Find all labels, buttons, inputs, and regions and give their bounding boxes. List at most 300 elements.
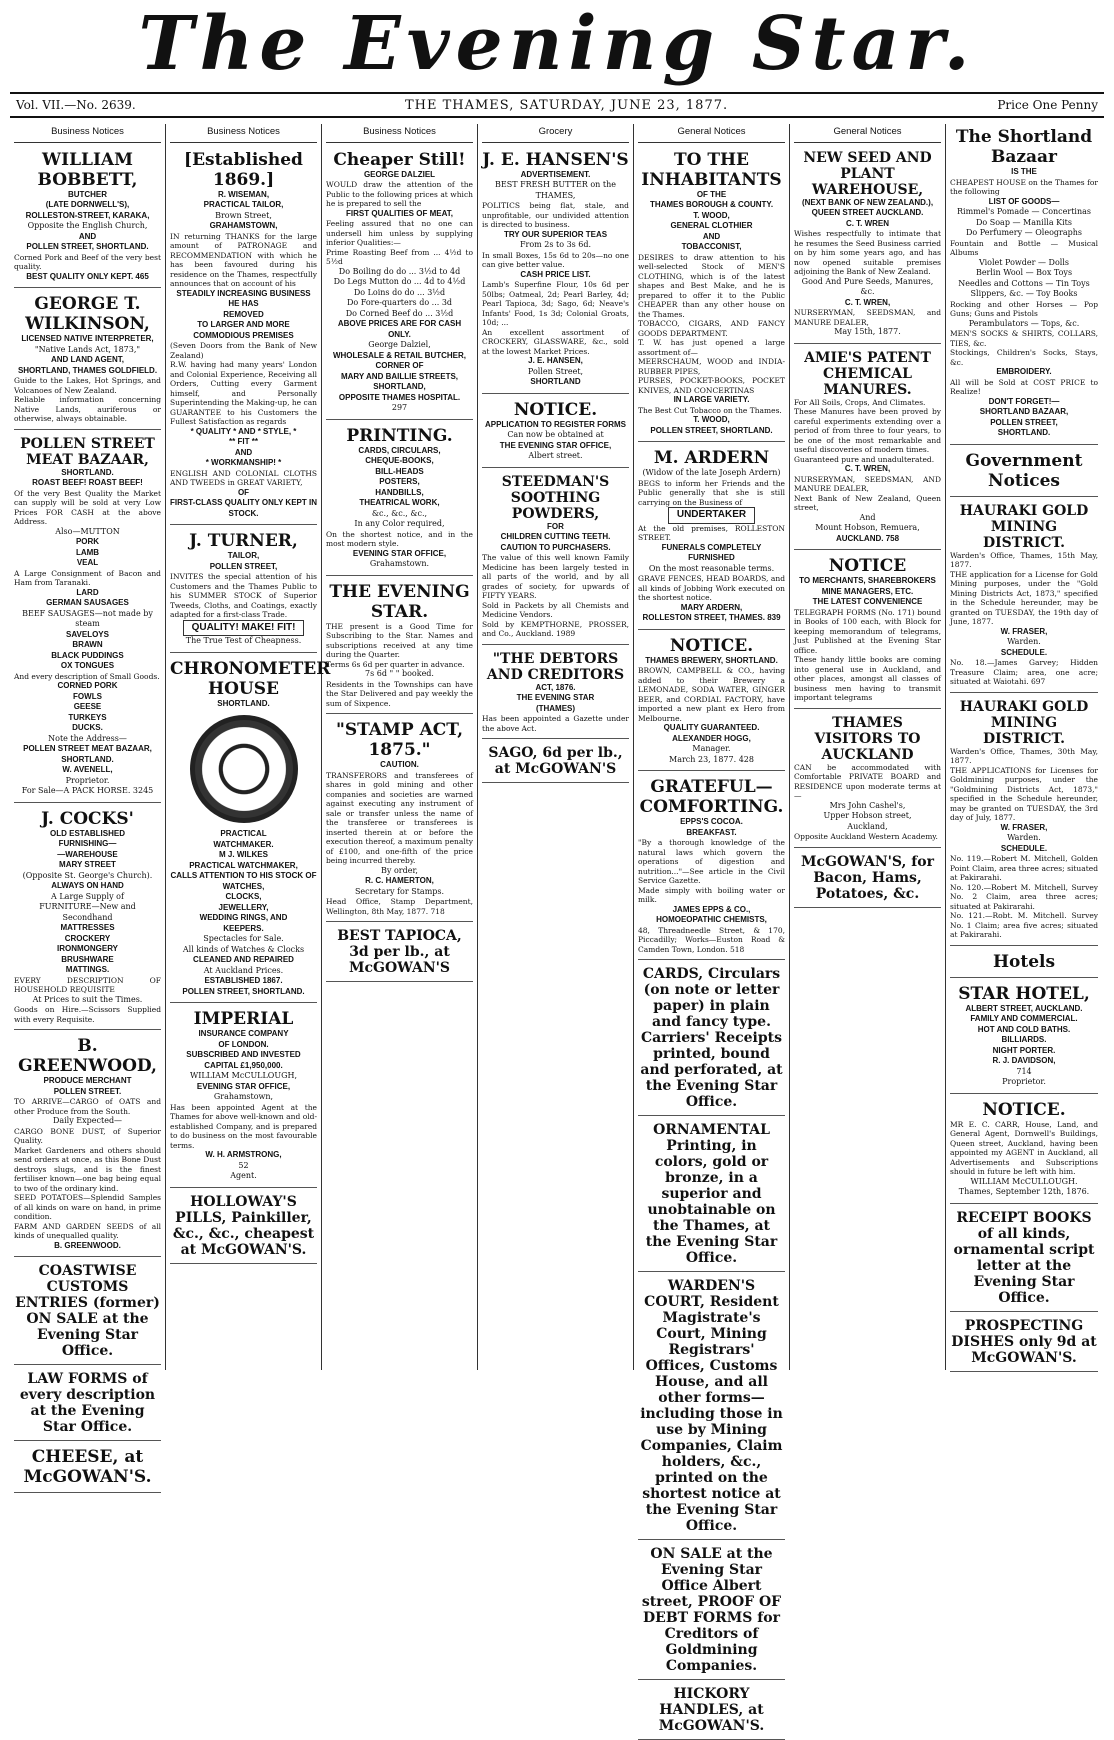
ad-line: "By a thorough knowledge of the natural laws which govern the operations of digestion and nutrition..."—See article in the Civil Service Gazette. xyxy=(638,838,785,885)
columns-container xyxy=(10,124,1104,1734)
ad-line: HOLLOWAY'S PILLS, Painkiller, &c., &c., cheapest at McGOWAN'S. xyxy=(172,1193,315,1258)
ad-line: BREAKFAST. xyxy=(686,827,737,837)
ad-line: Has been appointed Agent at the Thames for above well-known and old-established Company, and is prepared to do business on the most favourable terms. xyxy=(170,1102,317,1150)
ad-line: PURSES, POCKET-BOOKS, POCKET KNIVES, AND CONCERTINAS xyxy=(638,376,785,395)
ad-line: POLITICS being flat, stale, and unprofitable, our undivided attention is directed to business. xyxy=(482,201,629,229)
ad-line: BLACK PUDDINGS xyxy=(51,650,124,660)
ad-line: GEESE xyxy=(73,702,102,711)
ad-line: Stockings, Children's Socks, Stays, &c. xyxy=(950,348,1098,367)
ad-line: Violet Powder — Dolls xyxy=(978,257,1069,267)
ad-line: SCHEDULE. xyxy=(1000,843,1048,853)
ad-line: Daily Expected— xyxy=(52,1116,123,1125)
advertisement xyxy=(14,1444,161,1493)
ad-line: CARDS, CIRCULARS, xyxy=(358,445,441,455)
ad-line: Rimmel's Pomade — Concertinas xyxy=(957,207,1091,216)
column-header: General Notices xyxy=(794,124,941,143)
ad-line: LARD xyxy=(76,587,99,597)
ad-line: GRATEFUL—COMFORTING. xyxy=(639,777,784,817)
ad-line: PORK xyxy=(75,537,100,546)
ad-line: MR E. C. CARR, House, Land, and General Agent, Dornwell's Buildings, Queen street, Auckland, having been appointed my AGENT in Auckland, all Advertisements and Subscriptions should in future be left with him. xyxy=(950,1119,1098,1176)
ad-line: Opposite Auckland Western Academy. xyxy=(794,832,938,841)
ad-line: THE EVENING STAR xyxy=(516,693,595,702)
advertisement xyxy=(170,656,331,1004)
ad-line: SHORTLAND xyxy=(530,377,581,386)
advertisement xyxy=(14,147,161,289)
ad-line: NIGHT PORTER. xyxy=(992,1045,1056,1055)
ad-line: TOBACCONIST, xyxy=(681,242,742,251)
ad-line: DON'T FORGET!— xyxy=(988,396,1060,406)
ad-line: The value of this well known Family Medicine has been largely tested in all parts of the world, and by all grades of society, for upwards of FIFTY YEARS. xyxy=(482,553,629,600)
ad-line: TAILOR, xyxy=(227,551,260,560)
ad-line: FAMILY AND COMMERCIAL. xyxy=(970,1014,1078,1023)
ad-line: All will be Sold at COST PRICE to Realize! xyxy=(950,377,1098,396)
ad-line: T. W. has just opened a large assortment of— xyxy=(638,338,785,357)
ad-line: COASTWISE CUSTOMS ENTRIES (former) ON SALE at the Evening Star Office. xyxy=(15,1263,160,1359)
ad-line: ALWAYS ON HAND xyxy=(51,881,124,890)
column-header: Grocery xyxy=(482,124,629,143)
advertisement xyxy=(794,553,941,709)
ad-line: ROAST BEEF! ROAST BEEF! xyxy=(32,478,143,487)
ad-line: Cheaper Still! xyxy=(333,149,466,170)
ad-line: NURSERYMAN, SEEDSMAN, and MANURE DEALER, xyxy=(794,308,941,327)
ad-line: —WAREHOUSE xyxy=(57,849,118,859)
ad-line: NOTICE. xyxy=(669,635,754,656)
ad-line: BEEF SAUSAGES—not made by steam xyxy=(22,608,153,628)
ad-line: Agent. xyxy=(230,1171,257,1180)
ad-line: Mount Hobson, Remuera, xyxy=(815,523,920,532)
ad-line: HE HAS xyxy=(228,299,259,308)
ad-line: CARDS, Circulars (on note or letter paper) in plain and fancy type. Carriers' Receipts printed, bound and perforated, at the Evening Star Office. xyxy=(640,966,783,1110)
ad-line: Do Fore-quarters do ... 3d xyxy=(346,298,453,307)
column-3 xyxy=(322,124,478,1370)
ad-line: ** FIT ** xyxy=(229,437,258,446)
ad-line: No. 18.—James Garvey; Hidden Treasure Claim; area, one acre; situated at Waiotahi. 697 xyxy=(950,658,1098,686)
ad-line: HOMOEOPATHIC CHEMISTS, xyxy=(656,915,767,924)
advertisement xyxy=(14,1368,161,1441)
ad-line: IRONMONGERY xyxy=(56,944,119,953)
column-header: Business Notices xyxy=(14,124,161,143)
ad-line: R. J. DAVIDSON, xyxy=(992,1056,1056,1065)
ad-line: SHORTLAND, xyxy=(373,382,426,391)
ad-line: POLLEN STREET MEAT BAZAAR, xyxy=(20,435,155,468)
advertisement xyxy=(482,471,629,645)
advertisement xyxy=(14,291,161,430)
ad-line: (Seven Doors from the Bank of New Zealand) xyxy=(170,341,317,360)
ad-line: HAURAKI GOLD MINING DISTRICT. xyxy=(959,698,1089,747)
ad-line: J. TURNER, xyxy=(189,531,298,551)
advertisement xyxy=(950,500,1098,693)
ad-line: WHOLESALE & RETAIL BUTCHER, xyxy=(332,350,467,360)
ad-line: From 2s to 3s 6d. xyxy=(519,240,592,249)
ad-line: In any Color required, xyxy=(354,519,445,528)
ad-line: And every description of Small Goods. xyxy=(14,671,160,681)
ad-line: CASH PRICE LIST. xyxy=(520,269,591,279)
ad-line: Do Perfumery — Oleographs xyxy=(966,228,1082,237)
ad-line: Also—MUTTON xyxy=(55,526,120,536)
ad-line: CORNED PORK xyxy=(57,681,118,690)
advertisement xyxy=(14,433,161,803)
ad-line: POLLEN STREET, xyxy=(209,561,278,571)
advertisement xyxy=(482,147,629,394)
ad-line: MATTINGS. xyxy=(65,965,110,974)
column-4 xyxy=(478,124,634,1370)
ad-line: GENERAL CLOTHIER xyxy=(670,221,753,230)
ad-line: Hotels xyxy=(992,951,1056,972)
advertisement xyxy=(326,925,473,982)
ad-line: JEWELLERY, xyxy=(218,902,269,912)
ad-line: B. GREENWOOD, xyxy=(18,1036,157,1076)
advertisement xyxy=(170,528,317,653)
ad-line: CHRONOMETER HOUSE xyxy=(170,658,331,699)
ad-line: Do Corned Beef do ... 3½d xyxy=(345,308,454,318)
ad-line: T. WOOD, xyxy=(693,415,730,424)
ad-line: (Opposite St. George's Church). xyxy=(22,870,153,880)
advertisement xyxy=(638,1275,785,1540)
ad-line: All kinds of Watches & Clocks xyxy=(182,944,305,954)
ad-line: EVENING STAR OFFICE, xyxy=(196,1081,291,1091)
ad-line: ESTABLISHED 1867. xyxy=(204,976,283,985)
ad-line: STEADILY INCREASING BUSINESS xyxy=(176,288,311,298)
ad-line: LICENSED NATIVE INTERPRETER, xyxy=(21,334,154,343)
ad-line: HICKORY HANDLES, at McGOWAN'S. xyxy=(658,1686,765,1734)
ad-line: C. T. WREN, xyxy=(844,464,891,473)
ad-line: Fountain and Bottle — Musical Albums xyxy=(950,238,1098,257)
ad-line: LAMB xyxy=(75,547,100,557)
ad-line: A Large Consignment of Bacon and Ham from Taranaki. xyxy=(14,568,161,587)
ad-line: AND xyxy=(702,231,721,241)
ad-line: FOWLS xyxy=(73,691,102,701)
ad-line: BRUSHWARE xyxy=(61,954,114,964)
ad-line: OX TONGUES xyxy=(60,661,115,670)
ad-line: W. FRASER, xyxy=(1000,626,1048,636)
ad-line: CAPITAL £1,950,000. xyxy=(204,1060,283,1070)
ad-line: NOTICE xyxy=(828,556,907,576)
boxed-label: UNDERTAKER xyxy=(668,507,755,524)
ad-line: ORNAMENTAL Printing, in colors, gold or bronze, in a superior and unobtainable on the Thames, at the Evening Star Office. xyxy=(645,1122,778,1266)
ad-line: 48, Threadneedle Street, & 170, Piccadilly; Works—Euston Road & Camden Town, London. 518 xyxy=(638,925,785,954)
ad-line: Proprietor. xyxy=(65,775,110,785)
ad-line: IN returning THANKS for the large amount of PATRONAGE and RECOMMENDATION with which he has been favoured during his residence on the Thames, respectfully announces that on account of his xyxy=(170,231,317,288)
ad-line: THEATRICAL WORK, xyxy=(359,498,440,507)
ad-line: AMIE'S PATENT CHEMICAL MANURES. xyxy=(804,349,931,398)
ad-line: March 23, 1877. 428 xyxy=(669,754,754,764)
ad-line: R. WISEMAN, xyxy=(217,189,270,199)
ad-line: TO LARGER AND MORE COMMODIOUS PREMISES xyxy=(193,320,294,340)
ad-line: WILLIAM BOBBETT, xyxy=(37,149,138,190)
ad-line: WILLIAM McCULLOUGH. xyxy=(970,1176,1078,1186)
ad-line: In small Boxes, 15s 6d to 20s—no one can give better value. xyxy=(482,250,629,269)
place-date: THE THAMES, SATURDAY, JUNE 23, 1877. xyxy=(404,97,729,113)
ad-line: At the old premises, ROLLESTON STREET. xyxy=(638,523,785,542)
ad-line: "STAMP ACT, 1875." xyxy=(336,720,463,760)
ad-line: WILLIAM McCULLOUGH, xyxy=(189,1071,298,1080)
ad-line: BILL-HEADS xyxy=(375,466,424,476)
ad-line: IN LARGE VARIETY. xyxy=(673,395,750,404)
ad-line: Spectacles for Sale. xyxy=(203,934,284,943)
ad-line: Market Gardeners and others should send orders at once, as this Bone Dust destroys slugs, and is the finest fertiliser known—one bag being equal to two of the ordinary kind. xyxy=(14,1145,161,1193)
ad-line: GRAVE FENCES, HEAD BOARDS, and all kinds of Jobbing Work executed on the shortest notice. xyxy=(638,574,785,602)
ad-line: HOT AND COLD BATHS. xyxy=(977,1024,1071,1034)
ad-line: Head Office, Stamp Department, Wellington, 8th May, 1877. 718 xyxy=(326,897,473,916)
volume-number: Vol. VII.—No. 2639. xyxy=(16,98,136,112)
ad-line: Thames, September 12th, 1876. xyxy=(958,1187,1090,1196)
ad-line: THAMES BOROUGH & COUNTY. xyxy=(649,200,774,209)
ad-line: FIRST-CLASS QUALITY ONLY KEPT IN STOCK. xyxy=(170,498,317,518)
advertisement xyxy=(14,1260,161,1365)
ad-line: OPPOSITE THAMES HOSPITAL. xyxy=(338,392,461,402)
ad-line: Next Bank of New Zealand, Queen street, xyxy=(794,493,941,512)
masthead xyxy=(0,0,1114,88)
ad-line: Good And Pure Seeds, Manures, &c. xyxy=(801,276,934,296)
ad-line: (LATE DORNWELL'S), xyxy=(45,200,130,209)
ad-line: CHILDREN CUTTING TEETH. xyxy=(500,532,611,541)
advertisement xyxy=(482,742,629,783)
ad-line: Auckland, xyxy=(847,821,888,831)
ad-line: FIRST QUALITIES OF MEAT, xyxy=(346,208,453,218)
advertisement xyxy=(170,1191,317,1264)
ad-line: Warden. xyxy=(1007,833,1041,842)
ad-line: WARDEN'S COURT, Resident Magistrate's Court, Mining Registrars' Offices, Customs House, and all other forms—including those in use by Mining Companies, Claim holders, &c., printed on the shortest notice at the Evening Star Office. xyxy=(640,1278,783,1534)
ad-line: At Auckland Prices. xyxy=(203,965,284,975)
ad-line: PRACTICAL xyxy=(220,829,267,838)
advertisement xyxy=(638,147,785,443)
ad-line: Grahamstown, xyxy=(213,1092,274,1101)
advertisement xyxy=(794,851,941,908)
ad-line: GEORGE T. WILKINSON, xyxy=(25,294,150,334)
ad-line: W. H. ARMSTRONG, xyxy=(205,1150,282,1159)
ad-line: POLLEN STREET, SHORTLAND. xyxy=(650,425,773,435)
ad-line: BEST TAPIOCA, 3d per lb., at McGOWAN'S xyxy=(337,928,462,976)
ad-line: MARY AND BAILLIE STREETS, xyxy=(340,371,459,381)
ad-line: ROLLESTON STREET, THAMES. 839 xyxy=(642,613,781,622)
ad-line: M J. WILKES xyxy=(219,850,268,859)
ad-line: For All Soils, Crops, And Climates. xyxy=(794,397,926,407)
ad-line: FARM AND GARDEN SEEDS of all kinds of unequalled quality. xyxy=(14,1221,161,1240)
column-header: General Notices xyxy=(638,124,785,143)
ad-line: Pollen Street, xyxy=(527,366,584,376)
ad-line: And xyxy=(859,512,876,522)
ad-line: MINE MANAGERS, ETC. xyxy=(821,586,914,596)
ad-line: BEGS to inform her Friends and the Public generally that she is still carrying on the Business of xyxy=(638,478,785,507)
ad-line: ENGLISH AND COLONIAL CLOTHS AND TWEEDS in GREAT VARIETY, xyxy=(170,468,317,487)
ad-line: No. 120.—Robert M. Mitchell, Survey No. 2 Claim, area three acres; situated at Pakirarahi. xyxy=(950,882,1098,911)
column-6 xyxy=(790,124,946,1370)
ad-line: REMOVED xyxy=(223,309,264,319)
advertisement xyxy=(638,1683,785,1740)
ad-line: CAUTION TO PURCHASERS. xyxy=(500,542,611,552)
ad-line: EMBROIDERY. xyxy=(996,367,1052,376)
ad-line: STEEDMAN'S SOOTHING POWDERS, xyxy=(501,473,610,522)
ad-line: Guaranteed pure and unadulterated. xyxy=(794,454,935,464)
advertisement xyxy=(638,1119,785,1272)
ad-line: J. COCKS' xyxy=(41,808,134,829)
ad-line: CAN be accommodated with Comfortable PRIVATE BOARD and RESIDENCE upon moderate terms at— xyxy=(794,762,941,800)
ad-line: Manager. xyxy=(692,744,731,753)
ad-line: WATCHMAKER. xyxy=(213,839,274,849)
column-2 xyxy=(166,124,331,1370)
ad-line: TELEGRAPH FORMS (No. 171) bound in Books of 100 each, with Block for keeping memorandum of telegrams, Just Published at the Evening Star office. xyxy=(794,607,941,655)
ad-line: QUEEN STREET AUCKLAND. xyxy=(811,208,924,217)
ad-line: OF xyxy=(237,487,250,497)
ad-line: Do Soap — Manilla Kits xyxy=(975,217,1072,227)
ad-line: MARY ARDERN, xyxy=(680,602,743,612)
ad-line: JAMES EPPS & CO., xyxy=(672,904,751,914)
ad-line: THE application for a License for Gold Mining purposes, under the "Gold Mining Districts Act, 1873," specified in the Schedule hereunder, may be granted on TUESDAY, the 19th day of June, 1877. xyxy=(950,569,1098,626)
ad-line: These Manures have been proved by careful experiments extending over a period of from three to four years, to be one of the most remarkable and useful discoveries of modern times. xyxy=(794,407,941,454)
ad-line: Do Legs Mutton do ... 4d to 4½d xyxy=(333,277,466,286)
ad-line: AND xyxy=(234,447,253,457)
advertisement xyxy=(326,423,473,576)
ad-line: CROCKERY xyxy=(64,933,111,943)
ad-line: W. AVENELL, xyxy=(62,765,113,774)
advertisement xyxy=(950,949,1098,978)
ad-line: MEERSCHAUM, WOOD and INDIA-RUBBER PIPES, xyxy=(638,357,785,376)
advertisement xyxy=(950,696,1098,946)
ad-line: HAURAKI GOLD MINING DISTRICT. xyxy=(959,502,1089,551)
ad-line: TRANSFERORS and transferees of shares in gold mining and other companies and societies are warned against executing any instrument of sale or transfer unless the name of the transferee or transferees is inserted therein at or before the execution thereof, a maximum penalty of £100, and one-fifth of the price being incurred thereby. xyxy=(326,770,473,865)
advertisement xyxy=(14,806,161,1031)
ad-line: PRODUCE MERCHANT xyxy=(43,1076,132,1085)
ad-line: OF LONDON. xyxy=(218,1039,269,1049)
ad-line: BRAWN xyxy=(72,640,103,649)
ad-line: SHORTLAND. xyxy=(997,428,1051,437)
ad-line: SHORTLAND BAZAAR, xyxy=(979,407,1069,416)
ad-line: OLD ESTABLISHED xyxy=(50,828,125,838)
ad-line: May 15th, 1877. xyxy=(834,327,901,336)
ad-line: Corned Pork and Beef of the very best quality. xyxy=(14,252,161,271)
dateline xyxy=(10,92,1104,118)
ad-line: INVITES the special attention of his Customers and the Thames Public to his SUMMER STOCK of Superior Tweeds, Cloths, and Coatings, exactly adapted for a first-class Trade. xyxy=(170,572,317,619)
advertisement xyxy=(794,347,941,551)
ad-line: B. GREENWOOD. xyxy=(54,1240,121,1250)
ad-line: Terms 6s 6d per quarter in advance. xyxy=(326,659,465,669)
ad-line: Opposite the English Church, xyxy=(27,221,148,230)
ad-line: &c., &c., &c., xyxy=(371,508,428,518)
ad-line: CLOCKS, xyxy=(225,892,262,901)
ad-line: 297 xyxy=(391,403,408,412)
ad-line: For Sale—A PACK HORSE. 3245 xyxy=(21,786,154,795)
ad-line: SHORTLAND. xyxy=(61,754,114,764)
ad-line: T. WOOD, xyxy=(693,210,730,220)
ad-line: Proprietor. xyxy=(1002,1077,1046,1086)
ad-line: An excellent assortment of CROCKERY, GLASSWARE, &c., sold at the lowest Market Prices. xyxy=(482,327,629,356)
ad-line xyxy=(170,620,317,637)
ad-line: "Native Lands Act, 1873," xyxy=(34,344,141,354)
ad-line: * WORKMANSHIP! * xyxy=(205,458,282,467)
advertisement xyxy=(14,1033,161,1257)
ad-line: FUNERALS COMPLETELY FURNISHED xyxy=(661,542,762,562)
ad-line: EVERY DESCRIPTION OF HOUSEHOLD REQUISITE xyxy=(14,975,161,994)
advertisement xyxy=(482,648,629,740)
ad-line: Do Loins do do ... 3½d xyxy=(353,287,446,297)
ad-line: CHEESE, at McGOWAN'S. xyxy=(23,1447,152,1487)
ad-line: WEDDING RINGS, AND xyxy=(199,913,288,922)
ad-line: R. C. HAMERTON, xyxy=(365,876,434,885)
ad-line: (Widow of the late Joseph Ardern) xyxy=(642,468,781,477)
ad-line: ABOVE PRICES ARE FOR CASH ONLY. xyxy=(337,319,462,339)
advertisement xyxy=(638,963,785,1116)
ad-line: Albert street. xyxy=(528,451,583,460)
advertisement xyxy=(950,1207,1098,1312)
ad-line: Prime Roasting Beef from ... 4½d to 5½d xyxy=(326,247,473,266)
ad-line: Sold in Packets by all Chemists and Medicine Vendors. xyxy=(482,600,629,619)
ad-line: BEST QUALITY ONLY KEPT. 465 xyxy=(26,271,149,281)
ad-line: THE EVENING STAR. xyxy=(329,581,470,622)
ad-line: The Shortland Bazaar xyxy=(955,127,1093,167)
ad-line: Brown Street, xyxy=(215,210,272,220)
ad-line: DUCKS. xyxy=(72,723,103,732)
ad-line: MARY STREET xyxy=(59,860,116,869)
ad-line: SHORTLAND. xyxy=(217,698,270,708)
ad-line: Mrs John Cashel's, xyxy=(829,800,906,810)
ad-line: DESIRES to draw attention to his well-selected Stock of MEN'S CLOTHING, which is of the latest shapes and Best Make, and he is prepared to offer it to the Public CHEAPER than any other house on the Thames. xyxy=(638,252,785,319)
ad-line: THAMES VISITORS TO AUCKLAND xyxy=(814,714,921,763)
ad-line: ON SALE at the Evening Star Office Albert street, PROOF OF DEBT FORMS for Creditors of Goldmining Companies. xyxy=(641,1546,782,1674)
ad-line: ALEXANDER HOGG, xyxy=(672,733,751,743)
ad-line: POLLEN STREET. xyxy=(53,1086,122,1096)
ad-line: KEEPERS. xyxy=(223,923,264,933)
ad-line: THE LATEST CONVENIENCE xyxy=(812,597,923,606)
ad-line: Berlin Wool — Box Toys xyxy=(975,268,1073,277)
column-header: Business Notices xyxy=(326,124,473,143)
ad-line: 52 xyxy=(238,1160,249,1170)
column-1 xyxy=(10,124,166,1487)
ad-line: ROLLESTON-STREET, KARAKA, xyxy=(25,210,150,220)
advertisement xyxy=(638,445,785,630)
ad-line: TURKEYS xyxy=(68,712,107,722)
ad-line: SAGO, 6d per lb., at McGOWAN'S xyxy=(488,745,623,777)
ad-line: Feeling assured that no one can undersell him unless by supplying inferior Qualities:— xyxy=(326,219,473,247)
ad-line: SCHEDULE. xyxy=(1000,647,1048,657)
ad-line: FURNITURE—New and Secondhand xyxy=(39,902,136,922)
ad-line: RECEIPT BOOKS of all kinds, ornamental script letter at the Evening Star Office. xyxy=(953,1209,1095,1306)
advertisement xyxy=(950,448,1098,497)
ad-line: THE present is a Good Time for Subscribing to the Star. Names and subscriptions received at any time during the Quarter. xyxy=(326,621,473,659)
ad-line: J. E. HANSEN'S xyxy=(482,149,629,170)
ad-line: Residents in the Townships can have the Star Delivered and pay weekly the sum of Sixpence. xyxy=(326,679,473,708)
ad-line: CALLS ATTENTION TO HIS STOCK OF xyxy=(170,871,317,880)
advertisement xyxy=(326,147,473,420)
advertisement xyxy=(950,1097,1098,1204)
ad-line: Has been appointed a Gazette under the above Act. xyxy=(482,714,629,733)
ad-line: AUCKLAND. 758 xyxy=(835,533,900,543)
ad-line: Perambulators — Tops, &c. xyxy=(968,318,1080,328)
ad-line: AND LAND AGENT, xyxy=(50,355,125,364)
ad-line: Warden's Office, Thames, 15th May, 1877. xyxy=(950,550,1098,569)
ad-line: POSTERS, xyxy=(379,477,420,486)
ad-line: ADVERTISEMENT. xyxy=(520,169,591,179)
pocket-watch-icon xyxy=(190,715,298,823)
ad-line: Warden's Office, Thames, 30th May, 1877. xyxy=(950,746,1098,765)
column-7 xyxy=(946,124,1102,1370)
ad-line: Made simply with boiling water or milk. xyxy=(638,885,785,904)
ad-line: (THAMES) xyxy=(535,703,576,713)
ad-line: AND xyxy=(78,231,97,241)
ad-line: BUTCHER xyxy=(67,189,108,199)
ad-line: THAMES BREWERY, SHORTLAND. xyxy=(645,655,778,665)
advertisement xyxy=(170,1006,317,1188)
ad-line: FOR xyxy=(547,521,564,531)
ad-line: NOTICE. xyxy=(513,399,598,420)
ad-line: C. T. WREN xyxy=(845,218,890,228)
ad-line: Goods on Hire.—Scissors Supplied with every Requisite. xyxy=(14,1005,161,1024)
ad-line: NOTICE. xyxy=(982,1099,1066,1120)
ad-line: J. E. HANSEN, xyxy=(528,356,583,365)
ad-line: TO MERCHANTS, SHAREBROKERS xyxy=(799,576,936,585)
advertisement xyxy=(638,1543,785,1680)
advertisement xyxy=(794,147,941,344)
ad-line: M. ARDERN xyxy=(653,448,770,468)
